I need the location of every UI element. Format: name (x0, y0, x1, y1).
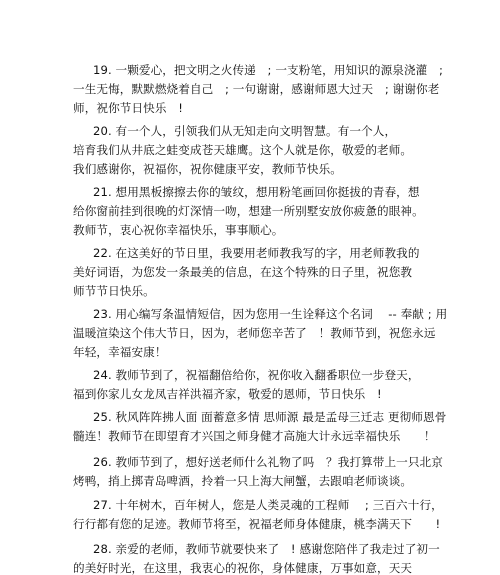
entry-line: 给你窗前挂到很晚的灯深情一吻，想建一所别墅安放你疲惫的眼神。 (73, 204, 424, 218)
entry-line: 髓连！教师节在即望育才兴国之师身健才高施大计永远幸福快乐 ！ (73, 429, 436, 443)
entry-line: 27. 十年树木，百年树人，您是人类灵魂的工程师 ; 三百六十行， (93, 498, 443, 512)
entry-line: 师节节日快乐。 (73, 284, 155, 298)
entry-line: 年轻，幸福安康！ (73, 345, 167, 359)
entry-line: 的美好时光，在这里，我衷心的祝你，身体健康，万事如意，天天 (73, 561, 413, 575)
entry-line: 温暖渲染这个伟大节日，因为，老师您辛苦了 ！教师节到，祝您永远 (73, 326, 436, 340)
entry-line: 培育我们从井底之蛙变成苍天雄鹰。这个人就是你，敬爱的老师。 (73, 143, 413, 157)
entry-line: 教师节，衷心祝你幸福快乐，事事顺心。 (73, 223, 284, 237)
entry-line: 25. 秋风阵阵拂人面 面蓄意多情 思师源 最是孟母三迁志 更彻师恩骨 (93, 410, 447, 424)
entry-line: 师，祝你节日快乐 ! (73, 101, 183, 115)
entry-line: 烤鸭，捎上掷青岛啤酒，拎着一只上海大闸蟹，去跟咱老师谈谈。 (73, 474, 413, 488)
entry-line: 19. 一颗爱心，把文明之火传递 ; 一支粉笔，用知识的源泉浇灌 ; (93, 63, 444, 77)
entry-line: 26. 教师节到了，想好送老师什么礼物了吗 ？我打算带上一只北京 (93, 455, 443, 469)
entry-line: 24. 教师节到了，祝福翻倍给你，祝你收入翻番职位一步登天， (93, 368, 420, 382)
entry-line: 21. 想用黑板擦擦去你的皱纹，想用粉笔画回你挺拔的青春，想 (93, 185, 420, 199)
entry-line: 我们感谢你，祝福你，祝你健康平安，教师节快乐。 (73, 162, 342, 176)
entry-line: 美好词语，为您发一条最美的信息，在这个特殊的日子里，祝您教 (73, 265, 413, 279)
entry-line: 23. 用心编写条温情短信，因为您用一生诠释这个名词 -- 奉献 ; 用 (93, 307, 448, 321)
entry-line: 行行都有您的足迹。教师节将至，祝福老师身体健康，桃李满天下 ! (73, 517, 441, 531)
entry-line: 22. 在这美好的节日里，我要用老师教我写的字，用老师教我的 (93, 246, 420, 260)
entry-line: 28. 亲爱的老师，教师节就要快来了 ! 感谢您陪伴了我走过了初一 (93, 542, 440, 556)
entry-line: 20. 有一个人，引领我们从无知走向文明智慧。有一个人， (93, 124, 397, 138)
entry-line: 福到你家儿女龙凤吉祥洪福齐家，敬爱的恩师，节日快乐 ! (73, 387, 382, 401)
entry-line: 一生无悔，默默燃烧着自己 ; 一句谢谢，感谢师恩大过天 ; 谢谢你老 (73, 82, 440, 96)
